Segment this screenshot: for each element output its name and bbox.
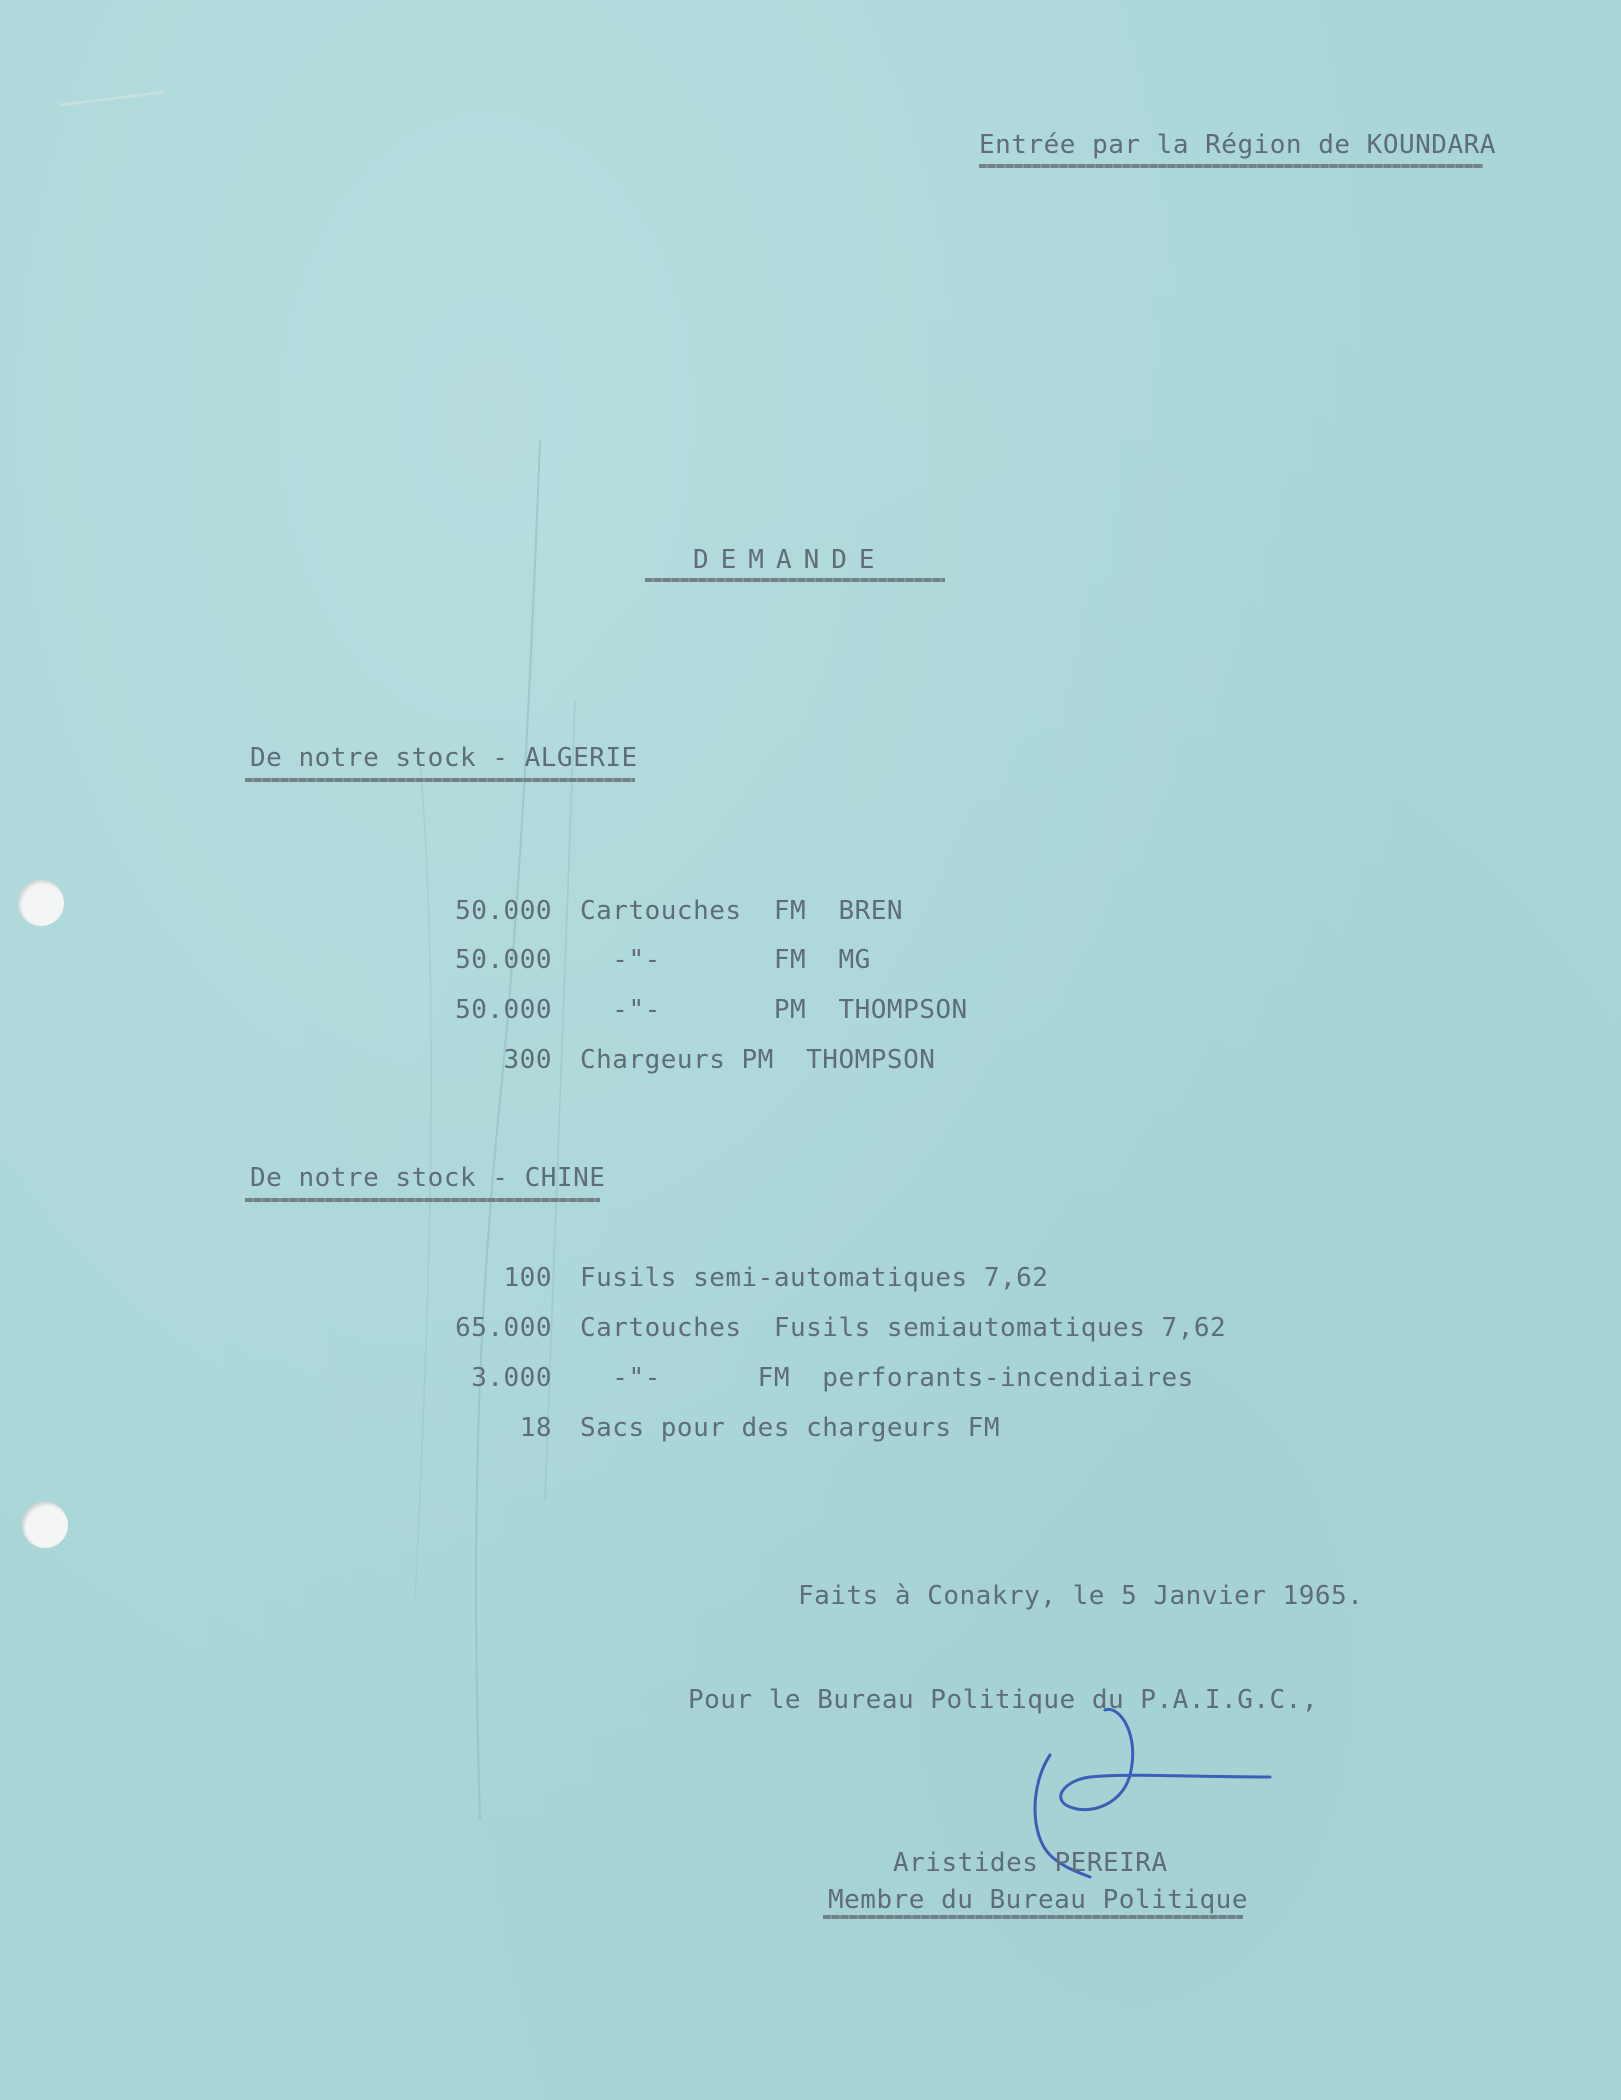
on-behalf-line: Pour le Bureau Politique du P.A.I.G.C., (688, 1685, 1318, 1715)
item-qty: 3.000 (471, 1363, 552, 1393)
entry-note-underline (979, 164, 1483, 168)
item-desc: Sacs pour des chargeurs FM (580, 1413, 1000, 1443)
item-qty: 50.000 (455, 896, 552, 926)
item-qty: 100 (503, 1263, 552, 1293)
item-desc: -"- PM THOMPSON (580, 995, 968, 1025)
signatory-title: Membre du Bureau Politique (828, 1885, 1248, 1915)
section-heading-algerie-underline (245, 778, 635, 782)
item-desc: Cartouches FM BREN (580, 896, 904, 926)
section-heading-algerie: De notre stock - ALGERIE (250, 743, 638, 773)
item-qty: 65.000 (455, 1313, 552, 1343)
signatory-name: Aristides PEREIRA (893, 1848, 1168, 1878)
item-qty: 50.000 (455, 945, 552, 975)
document-title-underline (645, 578, 945, 582)
item-desc: -"- FM MG (580, 945, 871, 975)
entry-note: Entrée par la Région de KOUNDARA (979, 130, 1496, 160)
punch-hole-top (18, 880, 64, 926)
item-qty: 300 (503, 1045, 552, 1075)
item-qty: 50.000 (455, 995, 552, 1025)
section-heading-chine-underline (245, 1198, 600, 1202)
document-title: DEMANDE (693, 545, 887, 575)
item-desc: Chargeurs PM THOMPSON (580, 1045, 936, 1075)
item-qty: 18 (519, 1413, 552, 1443)
item-desc: -"- FM perforants-incendiaires (580, 1363, 1194, 1393)
item-desc: Cartouches Fusils semiautomatiques 7,62 (580, 1313, 1227, 1343)
place-date: Faits à Conakry, le 5 Janvier 1965. (798, 1581, 1364, 1611)
punch-hole-bottom (22, 1502, 68, 1548)
item-desc: Fusils semi-automatiques 7,62 (580, 1263, 1049, 1293)
signatory-title-underline (823, 1915, 1243, 1919)
section-heading-chine: De notre stock - CHINE (250, 1163, 606, 1193)
